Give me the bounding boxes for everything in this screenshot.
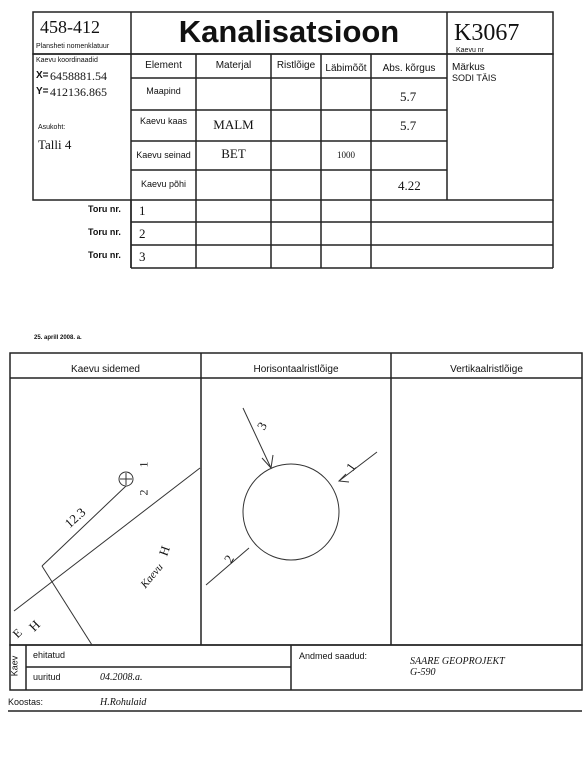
compiler-value: H.Rohulaid bbox=[100, 697, 147, 708]
col-cross: Ristlõige bbox=[276, 60, 316, 71]
compiler-label: Koostas: bbox=[8, 697, 44, 707]
row-element: Kaevu kaas bbox=[139, 116, 188, 126]
x-label: X= bbox=[36, 70, 49, 81]
date-text: 25. aprill 2008. a. bbox=[34, 335, 82, 341]
pipe-label: Toru nr. bbox=[88, 250, 121, 260]
row-material: MALM bbox=[213, 117, 254, 132]
row-abs: 5.7 bbox=[400, 118, 417, 133]
sketch-num: 1 bbox=[136, 461, 151, 468]
panel-title-left: Kaevu sidemed bbox=[71, 364, 140, 375]
panel-title-mid: Horisontaalristlõige bbox=[253, 364, 339, 375]
sketch-num: 2 bbox=[220, 552, 237, 566]
surveyed-value: 04.2008.a. bbox=[100, 672, 143, 683]
sketch-label-kaevu: Kaevu bbox=[138, 561, 166, 591]
col-note: Märkus bbox=[452, 62, 485, 73]
row-element: Kaevu seinad bbox=[136, 150, 191, 160]
sketch-left bbox=[14, 468, 200, 645]
location-label: Asukoht: bbox=[38, 124, 66, 131]
col-element: Element bbox=[145, 60, 182, 71]
built-label: ehitatud bbox=[33, 650, 66, 660]
row-material: BET bbox=[221, 146, 246, 161]
source-line2: G-590 bbox=[410, 667, 436, 678]
coords-label: Kaevu koordinaadid bbox=[36, 57, 98, 64]
pipe-label: Toru nr. bbox=[88, 227, 121, 237]
sketch-label-h: H bbox=[25, 617, 43, 635]
panel-title-right: Vertikaalristlõige bbox=[450, 364, 523, 375]
pipe-num: 3 bbox=[139, 249, 146, 264]
col-abs: Abs. kõrgus bbox=[382, 63, 436, 74]
y-label: Y= bbox=[36, 86, 49, 97]
y-value: 412136.865 bbox=[50, 85, 107, 99]
pipe-label: Toru nr. bbox=[88, 204, 121, 214]
col-material: Materjal bbox=[215, 60, 252, 71]
sheet-number: 458-412 bbox=[40, 17, 100, 37]
row-element: Kaevu põhi bbox=[140, 179, 187, 189]
sketch-distance: 12.3 bbox=[61, 504, 89, 531]
sketch-num: 3 bbox=[253, 419, 270, 433]
source-line1: SAARE GEOPROJEKT bbox=[410, 656, 505, 667]
sketch-num: 1 bbox=[342, 459, 359, 474]
well-number: K3067 bbox=[454, 20, 520, 46]
col-diameter: Läbimõõt bbox=[325, 63, 367, 74]
row-element: Maapind bbox=[146, 86, 181, 96]
note-value: SODI TÄIS bbox=[452, 73, 497, 83]
page-title: Kanalisatsioon bbox=[178, 14, 400, 49]
row-diameter: 1000 bbox=[337, 150, 355, 160]
pipe-num: 1 bbox=[139, 203, 146, 218]
row-abs: 4.22 bbox=[398, 178, 421, 193]
row-abs: 5.7 bbox=[400, 89, 417, 104]
sketch-num: 2 bbox=[136, 489, 151, 496]
sketch-label-h: H bbox=[155, 543, 173, 558]
location-value: Talli 4 bbox=[38, 137, 72, 152]
well-label: Kaevu nr bbox=[456, 47, 485, 54]
pipe-num: 2 bbox=[139, 226, 146, 241]
sketch-label-mark: E bbox=[9, 625, 25, 641]
sheet-label: Plansheti nomenklatuur bbox=[36, 43, 110, 50]
source-label: Andmed saadud: bbox=[299, 651, 368, 661]
side-label: Kaev bbox=[9, 655, 20, 677]
surveyed-label: uuritud bbox=[33, 672, 61, 682]
x-value: 6458881.54 bbox=[50, 69, 107, 83]
